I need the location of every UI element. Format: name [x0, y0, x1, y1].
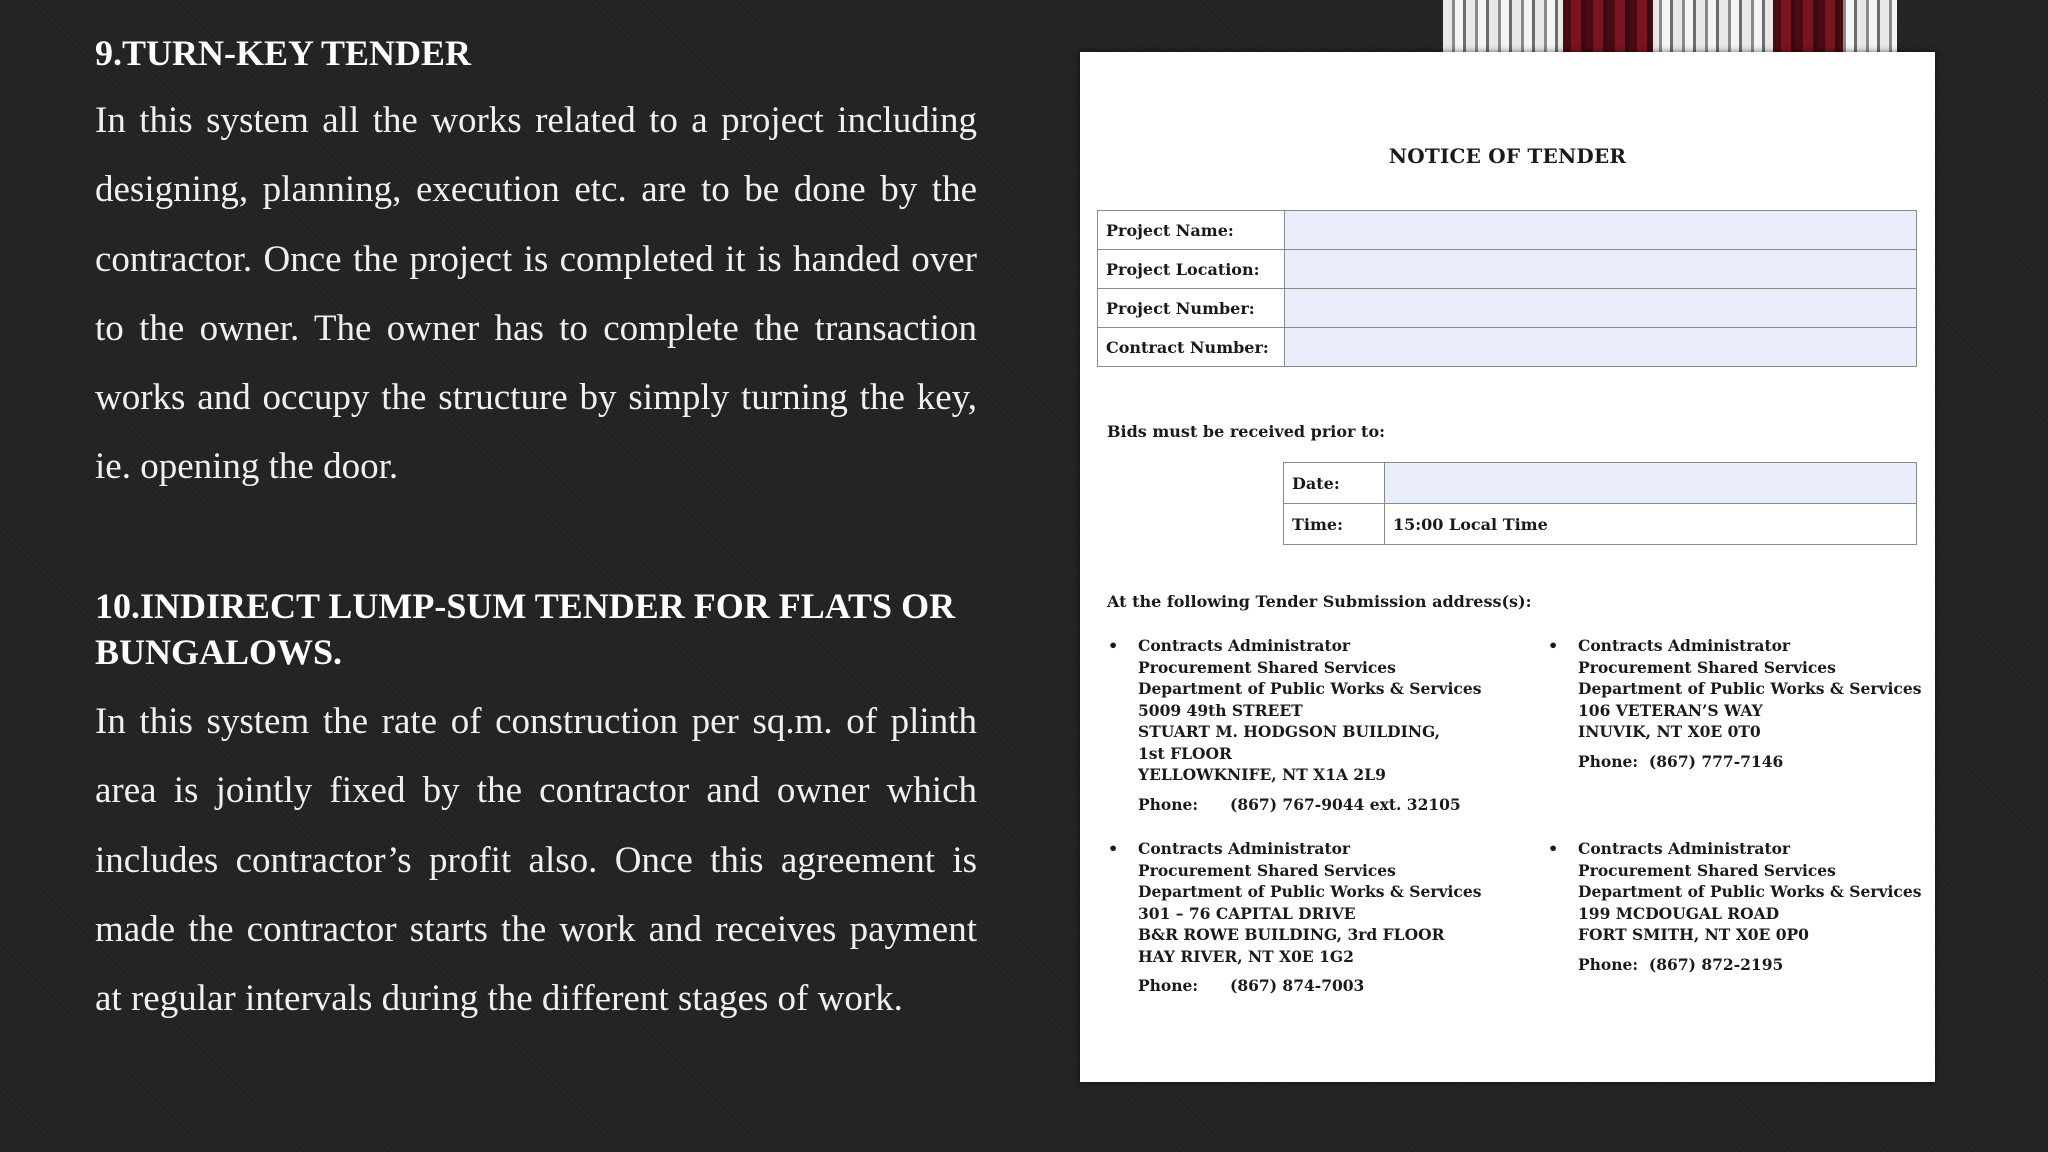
- address-line: INUVIK, NT X0E 0T0: [1578, 722, 1761, 741]
- address-line: Procurement Shared Services: [1578, 860, 1836, 880]
- address-line: 106 VETERAN’S WAY: [1578, 700, 1763, 720]
- phone-number: (867) 767-9044 ext. 32105: [1230, 794, 1461, 814]
- bullet-icon: •: [1108, 839, 1119, 858]
- project-name-field: [1285, 211, 1917, 250]
- phone-row: [1138, 794, 1481, 816]
- contract-number-field: [1285, 328, 1917, 367]
- table-row: [1284, 504, 1917, 545]
- phone-label: Phone:: [1578, 751, 1639, 771]
- address-line: HAY RIVER, NT X0E 1G2: [1138, 946, 1354, 966]
- address-inuvik: [1548, 635, 1922, 772]
- phone-row: [1578, 954, 1921, 976]
- project-info-table: [1097, 210, 1917, 367]
- address-line: B&R ROWE BUILDING, 3rd FLOOR: [1138, 925, 1445, 944]
- address-line: Contracts Administrator: [1578, 839, 1791, 858]
- phone-row: [1578, 751, 1921, 773]
- address-line: Contracts Administrator: [1578, 636, 1791, 655]
- address-line: Contracts Administrator: [1138, 636, 1351, 655]
- curtain-decoration: [1443, 0, 1897, 52]
- address-line: Department of Public Works & Services: [1138, 882, 1482, 901]
- address-yellowknife: [1108, 635, 1482, 815]
- project-number-field: [1285, 289, 1917, 328]
- phone-label: Phone:: [1138, 794, 1199, 814]
- project-location-label: Project Location:: [1098, 250, 1285, 289]
- address-line: Contracts Administrator: [1138, 839, 1351, 858]
- address-line: FORT SMITH, NT X0E 0P0: [1578, 925, 1809, 944]
- address-line: Procurement Shared Services: [1138, 860, 1396, 880]
- phone-number: (867) 874-7003: [1230, 976, 1365, 995]
- submission-address-label: At the following Tender Submission address(s):: [1107, 592, 1532, 611]
- contract-number-label: Contract Number:: [1098, 328, 1285, 367]
- phone-label: Phone:: [1138, 976, 1199, 995]
- address-line: Department of Public Works & Services: [1578, 882, 1922, 901]
- address-line: Procurement Shared Services: [1138, 657, 1396, 677]
- project-location-field: [1285, 250, 1917, 289]
- phone-number: (867) 777-7146: [1648, 751, 1784, 771]
- date-label: Date:: [1284, 463, 1385, 504]
- bid-deadline-table: [1283, 462, 1917, 545]
- time-label: Time:: [1284, 504, 1385, 545]
- date-field: [1385, 463, 1917, 504]
- section-9-heading: 9.TURN-KEY TENDER: [95, 33, 472, 73]
- project-name-label: Project Name:: [1098, 211, 1285, 250]
- bids-deadline-label: Bids must be received prior to:: [1107, 422, 1386, 441]
- curtain-red-panel-left: [1563, 0, 1653, 52]
- table-row: [1284, 463, 1917, 504]
- address-line: Department of Public Works & Services: [1138, 679, 1482, 698]
- phone-number: (867) 872-2195: [1648, 954, 1784, 974]
- address-line: STUART M. HODGSON BUILDING,: [1138, 722, 1441, 741]
- time-value: 15:00 Local Time: [1385, 504, 1917, 545]
- project-number-label: Project Number:: [1098, 289, 1285, 328]
- address-hay-river: [1108, 838, 1482, 997]
- table-row: [1098, 211, 1917, 250]
- section-10-paragraph: In this system the rate of construction per sq.m. of plinth area is jointly fixed by the contractor and owner which includes contractor’s profit also. Once this agreement is made the contractor starts the work and receives payment at regular intervals during the different stages of work.: [95, 701, 977, 1020]
- address-line: Department of Public Works & Services: [1578, 679, 1922, 698]
- address-line: 199 MCDOUGAL ROAD: [1578, 903, 1780, 923]
- bullet-icon: •: [1108, 636, 1119, 655]
- section-10-heading: 10.INDIRECT LUMP-SUM TENDER FOR FLATS OR BUNGALOWS.: [95, 586, 956, 672]
- phone-row: [1138, 975, 1481, 997]
- bullet-icon: •: [1548, 636, 1559, 655]
- section-9-paragraph: In this system all the works related to a project including designing, planning, execution etc. are to be done by the contractor. Once the project is completed it is handed over to the owner. The owner has to complete the transaction works and occupy the structure by simply turning the key, ie. opening the door.: [95, 100, 977, 488]
- curtain-red-panel-right: [1773, 0, 1843, 52]
- bullet-icon: •: [1548, 839, 1559, 858]
- address-line: YELLOWKNIFE, NT X1A 2L9: [1138, 765, 1386, 784]
- notice-title: NOTICE OF TENDER: [1388, 144, 1627, 168]
- address-line: 5009 49th STREET: [1138, 700, 1303, 720]
- notice-of-tender-document: [1080, 52, 1935, 1082]
- address-fort-smith: [1548, 838, 1922, 975]
- address-line: 1st FLOOR: [1138, 743, 1232, 763]
- table-row: [1098, 289, 1917, 328]
- phone-label: Phone:: [1578, 954, 1639, 974]
- table-row: [1098, 328, 1917, 367]
- address-line: Procurement Shared Services: [1578, 657, 1836, 677]
- table-row: [1098, 250, 1917, 289]
- address-line: 301 – 76 CAPITAL DRIVE: [1138, 903, 1356, 923]
